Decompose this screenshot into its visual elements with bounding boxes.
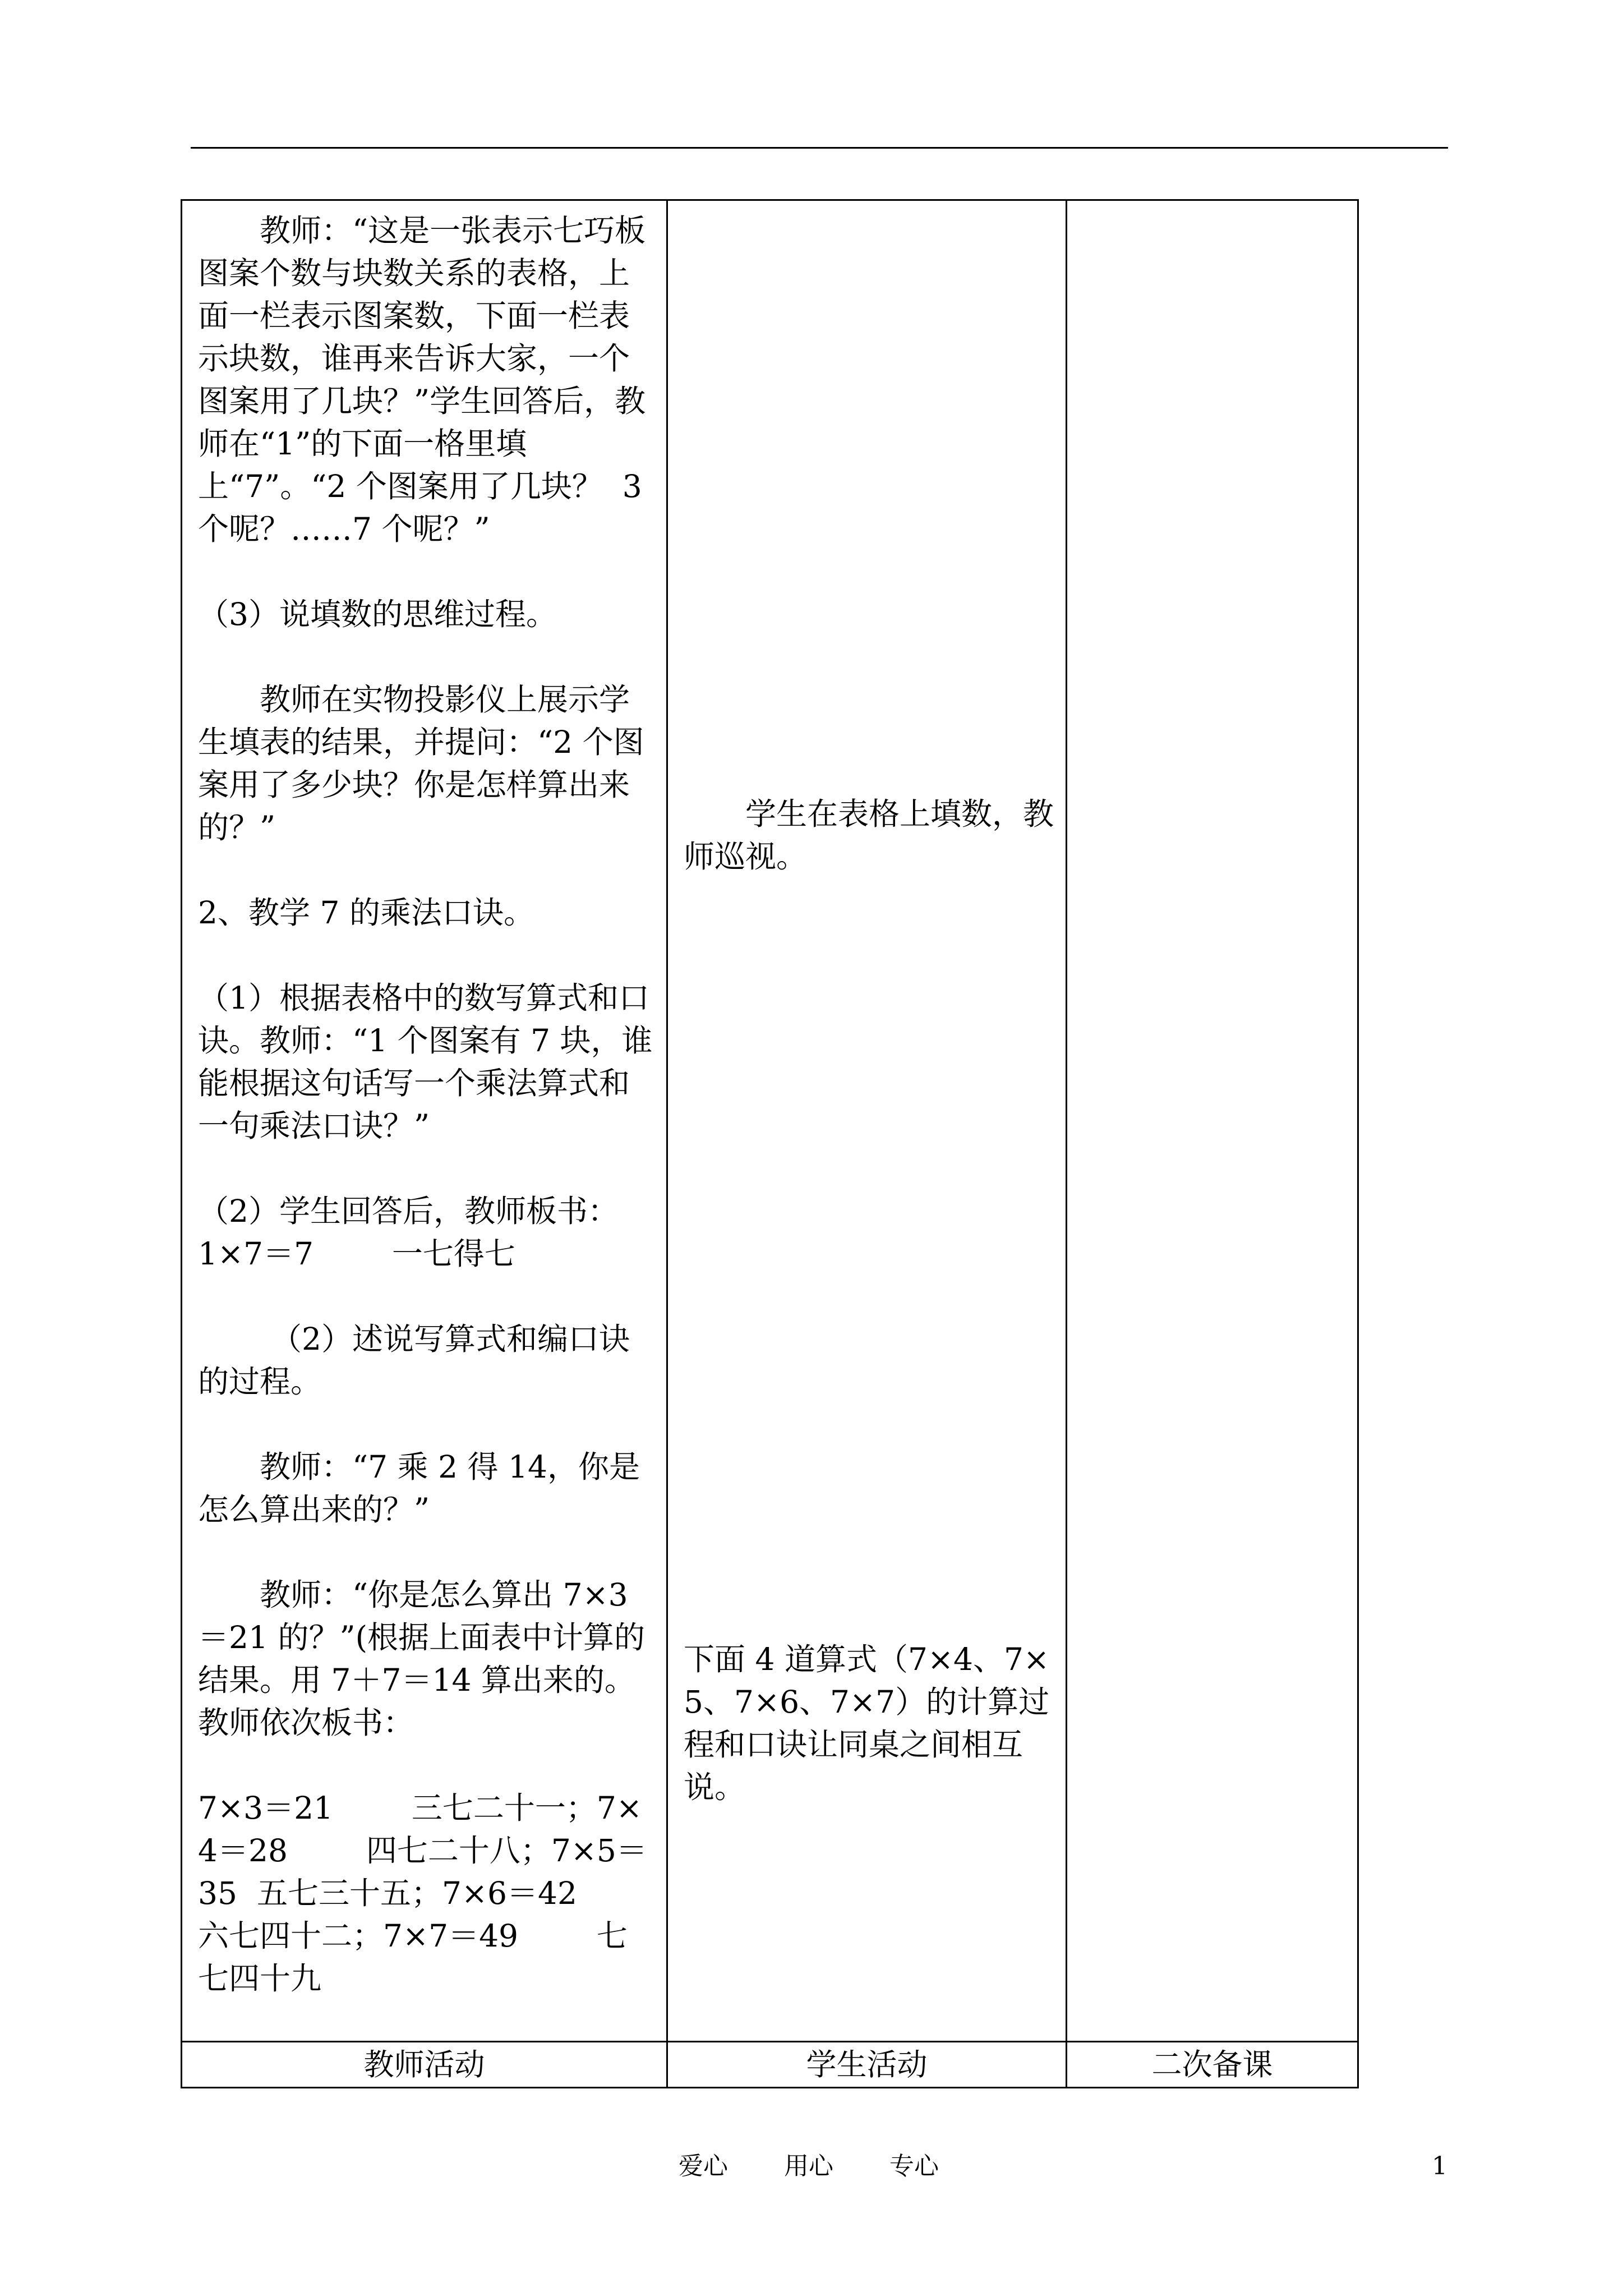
second-prep-label: 二次备课 (1067, 2042, 1358, 2088)
teacher-paragraph: （2）述说写算式和编口诀的过程。 (198, 1321, 630, 1400)
teacher-paragraph: （3）说填数的思维过程。 (198, 596, 557, 632)
teacher-paragraph: 教师：“你是怎么算出 7×3＝21 的？”(根据上面表中计算的结果。用 7＋7＝14 算出来的。教师依次板书： (198, 1577, 645, 1741)
teacher-activity-cell (182, 200, 667, 2042)
motto-word: 专心 (889, 2152, 939, 2180)
header-rule (191, 147, 1448, 149)
teacher-paragraph: （2）学生回答后，教师板书： 1×7＝7 一七得七 (198, 1193, 619, 1272)
table-footer-row (182, 2042, 1358, 2088)
student-paragraph: 下面 4 道算式（7×4、7×5、7×6、7×7）的计算过程和口诀让同桌之间相互说。 (684, 1641, 1050, 1805)
student-paragraph: 学生在表格上填数，教师巡视。 (684, 796, 1054, 875)
teacher-paragraph: 2、教学 7 的乘法口诀。 (198, 895, 534, 931)
lesson-plan-table (181, 199, 1359, 2088)
page-number: 1 (1432, 2152, 1447, 2180)
teacher-paragraph: 教师在实物投影仪上展示学生填表的结果，并提问：“2 个图案用了多少块？你是怎样算出来的？” (198, 682, 644, 845)
teacher-activity-label: 教师活动 (182, 2042, 667, 2088)
content-row (182, 200, 1358, 2042)
teacher-paragraph: （1）根据表格中的数写算式和口诀。教师：“1 个图案有 7 块，谁能根据这句话写一个乘法算式和一句乘法口诀？” (198, 980, 653, 1144)
motto-word: 用心 (784, 2152, 833, 2180)
second-prep-cell (1067, 200, 1358, 2042)
teacher-paragraph: 7×3＝21 三七二十一；7×4＝28 四七二十八；7×5＝35 五七三十五；7×6＝42 六七四十二；7×7＝49 七七四十九 (198, 1790, 656, 1996)
teacher-paragraph: 教师：“这是一张表示七巧板图案个数与块数关系的表格，上面一栏表示图案数，下面一栏表示块数，谁再来告诉大家，一个图案用了几块？”学生回答后，教师在“1”的下面一格里填上“7”。“2 个图案用了几块？ 3 个呢？……7 个呢？” (198, 213, 652, 547)
motto-word: 爱心 (679, 2152, 728, 2180)
student-activity-label: 学生活动 (667, 2042, 1067, 2088)
teacher-paragraph: 教师：“7 乘 2 得 14，你是怎么算出来的？” (198, 1449, 640, 1527)
page-footer-motto (679, 2154, 939, 2179)
student-activity-cell (667, 200, 1067, 2042)
